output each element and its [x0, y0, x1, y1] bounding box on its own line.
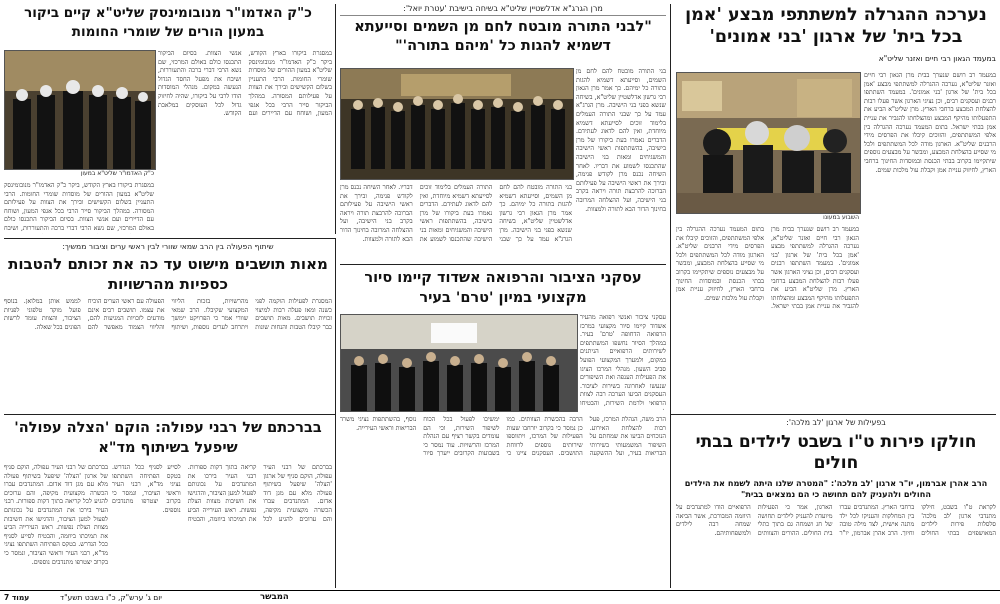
column-rule: [335, 238, 336, 588]
story-bottom-left-headline: בברכתם של רבני עפולה: הוקם 'הצלה עפולה' שיפעל בשיתוף מד"א: [14, 420, 322, 456]
story-top-center-photo: [340, 68, 574, 180]
story-bottom-right-body: לקראת ט"ו בשבט, חילקו מתנדבי ארגון 'לב מלכה' סלסלות פירות לילדים המאושפזים בבתי החולים ברחבי הארץ. המתנדבים עברו בין המחלקות והעניקו לכל ילד מתנה אישית, לצד מילה טובה וחיוך. הרב אהרן אברמון, יו"ר הארגון, אמר כי הפעילות מיועדת להעניק לילדים תחושה של חג ושמחה גם בתוך כתלי בית החולים. ההורים והצוותים הרפואיים הודו למתנדבים על היוזמה המבורכת, אשר הביאה שמחה רבה לילדים ולמשפחותיהם.: [676, 504, 996, 537]
yeshiva-hall-illustration: [341, 69, 573, 179]
story-top-right-body-b: במעמד רב רושם שנערך בבית מרן הגאון רבי חיים ואזנר שליט"א, נערכה ההגרלה למשתתפי מבצע 'אמן בכל בית' של ארגון 'בני אמונים'. במעמד השתתפו רבנים ועסקנים רבים, וכן נציגי הארגון אשר פעלו רבות להצלחת המבצע ברחבי הארץ. מרן שליט"א הביע את התפעלותו מהיקף המבצע ומהצלחתו להגביר את עניית אמן בבתי ישראל. בתום המעמד נערכה ההגרלה בין אלפי המשתתפים, והזוכים קיבלו את הפרסים מידי הרבנים שליט"א. הארגון מודה לכל המשתתפים ולכל מי שסייע בהצלחת המבצע, ומבשר על מבצעים נוספים שיתקיימו בקרוב בבתי הכנסת ובמוסדות החינוך ברחבי הארץ, לחיזוק עניית אמן וקבלת עול מלכות שמים.: [676, 226, 859, 311]
column-rule: [670, 414, 671, 588]
column-rule: [670, 4, 671, 414]
section-rule: [4, 414, 335, 415]
story-bottom-right-subhead: הרב אהרן אברמון, יו"ר ארגון 'לב מלכה': "המטרה שלנו היתה לשמח את הילדים החולים ולהעניק להם תחושה כי הם נמצאים בבית": [684, 478, 988, 499]
story-bottom-left-body-b: בברכתם של רבני העיר עפולה, הוקם סניף של ארגון 'הצלה' שיפעל בשיתוף פעולה מלא עם מגן דוד אדום. המתנדבים עברו הכשרה מקצועית מקיפה, והם ערוכים להגיע לכל קריאה בתוך דקות ספורות. רבני העיר בירכו את המתנדבים על נכונותם לפעול למען הציבור, והדגישו את חשיבות מצוות הצלת נפשות. ראש העירייה הביע את תמיכתו ביוזמה, והבטיח לסייע לסניף ככל הנדרש. בטקס הפתיחה השתתפו נציגי מד"א, רבני העיר וראשי הציבור, ונמסר כי בקרוב יצטרפו מתנדבים נוספים.: [4, 464, 108, 566]
story-top-left-body-a: במסגרת ביקורו בארץ הקודש, ביקר כ"ק האדמו"ר מנובומינסק שליט"א במעון ההורים של מוסדות שומרי החומות. הרבי התעניין בשלום הקשישים ובירך את הצוות על פעילותם המסורה. במהלך הביקור סייר הרבי בכל אגפי המעון, ושוחח עם הדיירים ועם אנשי הצוות. בסיום הביקור התכנסו כולם באולם המרכזי, שם נשא הרבי דברי ברכה והתעוררות, ושיבח את מפעל החסד הגדול הנעשה במקום. מנהלי המוסדות הודו לרבי על ביקורו, שהיה לחיזוק גדול לכל העוסקים במלאכת הקודש.: [158, 50, 332, 118]
story-mid-right-body: המסגרת לפעילות הוקמה לפני כשנה ומאז פעלה רבות למיצוי זכויות תושבים. מאות תושבים כבר קיבלו הטבות והנחות שונות מהרשויות, בזכות הליווי המקצועי שקיבלו. הרב שמאי שוורי אמר כי הפרויקט יימשך ויתרחב לערים נוספות, ושיתוף הפעולה עם ראשי הערים הוכיח את עצמו. תושבים רבים אינם מודעים לזכויות המגיעות להם, והליווי הצמוד מאפשר להם לממש אותן במלואן. בנוסף פועל מוקד טלפוני לפניות הציבור, והצוות עומד לרשות הפונים בכל שאלה.: [4, 298, 332, 331]
section-rule: [670, 414, 996, 415]
story-top-right-headline: נערכה ההגרלה למשתתפי מבצע 'אמן בכל בית' של ארגון 'בני אמונים': [685, 5, 987, 47]
story-bottom-center-body: הרב משה, הנהלת המרכז, פעל רבות להצלחת האירוע. הנוכחים הביעו את שמחתם על השיפור המשמעותי בשירותי הבריאות בעיר, ועל ההשקעה הרבה בהכשרת הצוותים. כמו כן נמסר כי בקרוב יורחבו שעות הפעילות של המרכז, ויתווספו שירותים נוספים לרווחת התושבים. העסקנים ציינו כי ימשיכו לפעול בכל הכוח לשיפור השירות, וכי הם עומדים בקשר רציף עם הנהלת המרכז והרשויות. עוד נמסר כי בשבועות הקרובים ייערך סיור נוסף, בהשתתפות נציגי משרד הבריאות וראשי העירייה.: [340, 416, 666, 458]
story-top-right-subhead: במעמד הגאון רבי חיים ואזנר שליט"א: [878, 54, 996, 63]
footer-page-label: עמוד 7: [4, 593, 30, 602]
story-top-center-body-b: בני התורה מובטח להם לחם מן השמים, וסייעתא דשמיא להגות בתורה כל ימיהם. כך אמר מרן הגאון רבי גרשון אדלשטיין שליט"א, בשיחה שנשא בפני בני הישיבה. מרן הגרג"א עמד על כך שבני התורה העמלים בלימוד זוכים לסייעתא דשמיא מיוחדת, ואין להם לדאוג לעתידם. הדברים נאמרו בעת ביקורו של מרן בישיבה, בהשתתפות ראשי הישיבה והמשגיחים ומאות בני הישיבה שהתכנסו לשמוע את דבריו. לאחר השיחה נכנס מרן לקודש פנימה, ובירך את ראשי הישיבה על פעילותם הברוכה להרבצת תורה ויראה בקרב בני הישיבה, ועל ההצלחה המרובה בחינוך הדור הבא לתורה ולמצוות.: [340, 184, 572, 243]
footer-date-line: יום ג' ערש"ק, כ"ו בשבט תשע"ד: [60, 593, 162, 602]
story-bottom-right-headline: חולקו פירות ט"ו בשבט לילדים בבתי חולים: [695, 432, 977, 473]
story-top-center-body-a: בני התורה מובטח להם לחם מן השמים, וסייעתא דשמיא להגות בתורה כל ימיהם. כך אמר מרן הגאון רבי גרשון אדלשטיין שליט"א, בשיחה שנשא בפני בני הישיבה. מרן הגרג"א עמד על כך שבני התורה העמלים בלימוד זוכים לסייעתא דשמיא מיוחדת, ואין להם לדאוג לעתידם. הדברים נאמרו בעת ביקורו של מרן בישיבה, בהשתתפות ראשי הישיבה והמשגיחים ומאות בני הישיבה שהתכנסו לשמוע את דבריו. לאחר השיחה נכנס מרן לקודש פנימה, ובירך את ראשי הישיבה על פעילותם הברוכה להרבצת תורה ויראה בקרב בני הישיבה, ועל ההצלחה המרובה בחינוך הדור הבא לתורה ולמצוות.: [576, 68, 666, 213]
footer-publication: המבשר: [260, 592, 289, 602]
story-top-left-headline: כ"ק האדמו"ר מנובומינסק שליט"א קיים ביקור במעון הורים של שומרי החומות: [24, 5, 312, 40]
story-mid-center-headline: עסקני הציבור והרפואה אשדוד קיימו סיור מקצועי במיון 'טרם' בעיר: [364, 270, 642, 306]
column-rule: [335, 4, 336, 234]
section-rule: [340, 264, 666, 265]
story-top-left-photo: [4, 50, 156, 170]
story-mid-right-headline: מאות תושבים מישוט עד כה את זכותם להטבות כספיות מהרשויות: [8, 255, 328, 293]
story-bottom-left-body-a: בברכתם של רבני העיר עפולה, הוקם סניף של ארגון 'הצלה' שיפעל בשיתוף פעולה מלא עם מגן דוד אדום. המתנדבים עברו הכשרה מקצועית מקיפה, והם ערוכים להגיע לכל קריאה בתוך דקות ספורות. רבני העיר בירכו את המתנדבים על נכונותם לפעול למען הציבור, והדגישו את חשיבות מצוות הצלת נפשות. ראש העירייה הביע את תמיכתו ביוזמה, והבטיח לסייע לסניף ככל הנדרש. בטקס הפתיחה השתתפו נציגי מד"א, רבני העיר וראשי הציבור, ונמסר כי בקרוב יצטרפו מתנדבים נוספים.: [112, 464, 332, 523]
story-top-right-caption: השבוע במעונו: [823, 214, 859, 221]
rebbe-visit-illustration: [5, 51, 155, 169]
story-bottom-right-kicker: בפעילות של ארגון 'לב מלכה':: [786, 418, 886, 427]
page-footer: [0, 590, 1000, 604]
group-photo-illustration: [677, 73, 860, 213]
story-top-right-photo: [676, 72, 861, 214]
story-mid-center-body: עסקני ציבור ואנשי רפואה מהעיר אשדוד קיימו סיור מקצועי במרכז הרפואה הדחופה 'טרם' בעיר. במהלך הסיור נחשפו המשתתפים לשירותים הרפואיים הניתנים במקום, ולמערך המקצועי הפועל סביב השעון. מנהלי המרכז הציגו את הפעילות הענפה ואת השיפורים שנעשו לאחרונה בשירות לציבור. העסקנים הביעו הערכה רבה לצוות הרפואי ולרמת השירות, והבטיחו: [580, 314, 666, 407]
story-mid-right-kicker: שיתוף הפעולה בין הרב שמאי שוורי לבין ראשי ערים וציבור ממשיך:: [62, 242, 274, 251]
section-rule: [4, 238, 335, 239]
story-top-right-body-a: במעמד רב רושם שנערך בבית מרן הגאון רבי חיים ואזנר שליט"א, נערכה ההגרלה למשתתפי מבצע 'אמן בכל בית' של ארגון 'בני אמונים'. במעמד השתתפו רבנים ועסקנים רבים, וכן נציגי הארגון אשר פעלו רבות להצלחת המבצע ברחבי הארץ. מרן שליט"א הביע את התפעלותו מהיקף המבצע ומהצלחתו להגביר את עניית אמן בבתי ישראל. בתום המעמד נערכה ההגרלה בין אלפי המשתתפים, והזוכים קיבלו את הפרסים מידי הרבנים שליט"א. הארגון מודה לכל המשתתפים ולכל מי שסייע בהצלחת המבצע, ומבשר על מבצעים נוספים שיתקיימו בקרוב בבתי הכנסת ובמוסדות החינוך ברחבי הארץ, לחיזוק עניית אמן וקבלת עול מלכות שמים.: [864, 72, 996, 174]
meeting-room-illustration: [341, 315, 577, 411]
story-top-center-headline: "לבני התורה מובטח לחם מן השמים וסייעתא דשמיא להגות כל 'מיהם בתורה'": [354, 19, 652, 54]
story-mid-center-photo: [340, 314, 578, 412]
story-top-left-body-b: במסגרת ביקורו בארץ הקודש, ביקר כ"ק האדמו"ר מנובומינסק שליט"א במעון ההורים של מוסדות שומרי החומות. הרבי התעניין בשלום הקשישים ובירך את הצוות על פעילותם המסורה. במהלך הביקור סייר הרבי בכל אגפי המעון, ושוחח עם הדיירים ועם אנשי הצוות. בסיום הביקור התכנסו כולם באולם המרכזי, שם נשא הרבי דברי ברכה והתעוררות, ושיבח: [4, 182, 154, 232]
story-top-left-caption: כ"ק האדמו"ר שליט"א במעון: [80, 170, 154, 177]
story-top-center-kicker: מרן הגרג"א אדלשטיין שליט"א בשיחה בישיבת 'עטרת יואל':: [340, 4, 666, 16]
